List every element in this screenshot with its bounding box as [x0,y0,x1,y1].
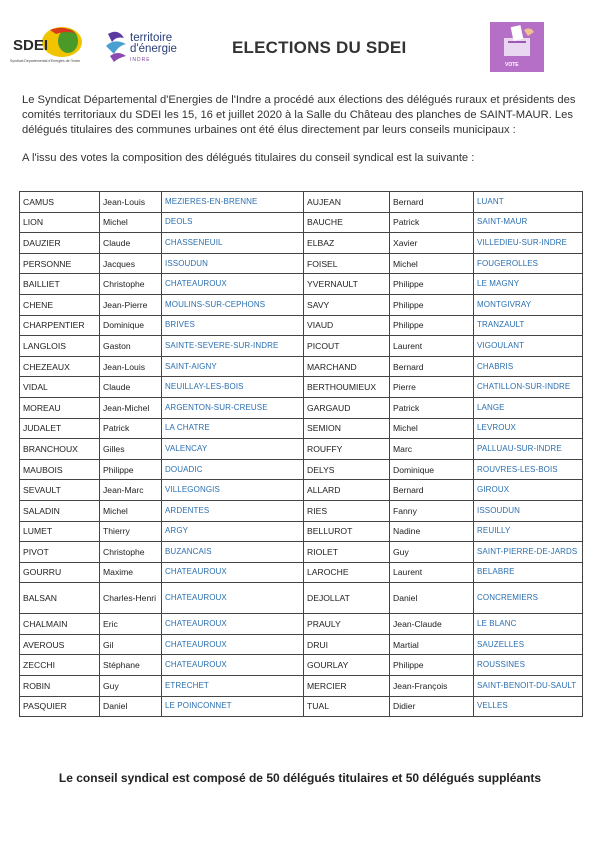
cell-commune: LA CHATRE [162,418,304,439]
page-title: ELECTIONS DU SDEI [232,38,407,57]
cell-first-name: Daniel [100,696,162,717]
cell-last-name: LION [20,212,100,233]
cell-first-name-2: Laurent [390,562,474,583]
delegates-table-body [20,192,583,717]
table-row [20,377,583,398]
page-header [0,22,600,72]
cell-last-name: MOREAU [20,397,100,418]
cell-commune-2: LE MAGNY [474,274,583,295]
cell-commune-2: VIGOULANT [474,336,583,357]
cell-commune: SAINT-AIGNY [162,356,304,377]
cell-first-name-2: Bernard [390,356,474,377]
cell-first-name: Gaston [100,336,162,357]
cell-first-name: Jean-Michel [100,397,162,418]
table-row [20,336,583,357]
cell-first-name: Jacques [100,253,162,274]
table-row [20,315,583,336]
cell-commune-2: REUILLY [474,521,583,542]
intro-paragraph: Le Syndicat Départemental d'Energies de l'Indre a procédé aux élections des délégués ruraux et présidents des comités territoriaux du SDEI les 15, 16 et juillet 2020 à la Salle du Château des planches de SAINT-MAUR. Les délégués titulaires des communes urbaines ont été élus directement par leurs conseils municipaux : [22,94,576,136]
cell-commune-2: LANGE [474,397,583,418]
cell-commune: LE POINCONNET [162,696,304,717]
cell-commune: ARDENTES [162,500,304,521]
cell-commune: DEOLS [162,212,304,233]
cell-first-name: Jean-Louis [100,192,162,213]
cell-commune-2: PALLUAU-SUR-INDRE [474,439,583,460]
cell-first-name: Maxime [100,562,162,583]
cell-first-name: Patrick [100,418,162,439]
cell-first-name: Jean-Louis [100,356,162,377]
table-row [20,676,583,697]
cell-last-name-2: GARGAUD [304,397,390,418]
cell-commune: VILLEGONGIS [162,480,304,501]
cell-commune-2: BELABRE [474,562,583,583]
cell-first-name-2: Philippe [390,274,474,295]
cell-commune-2: SAINT-PIERRE-DE-JARDS [474,542,583,563]
table-row [20,397,583,418]
cell-last-name-2: GOURLAY [304,655,390,676]
cell-commune: BUZANCAIS [162,542,304,563]
cell-commune-2: VELLES [474,696,583,717]
cell-last-name: GOURRU [20,562,100,583]
cell-last-name-2: LAROCHE [304,562,390,583]
cell-last-name-2: DEJOLLAT [304,583,390,614]
cell-first-name: Guy [100,676,162,697]
cell-first-name-2: Bernard [390,480,474,501]
cell-last-name: DAUZIER [20,233,100,254]
cell-first-name-2: Fanny [390,500,474,521]
cell-first-name: Gil [100,634,162,655]
cell-first-name-2: Guy [390,542,474,563]
cell-commune: VALENCAY [162,439,304,460]
territoire-energie-logo [104,28,204,68]
cell-commune-2: VILLEDIEU-SUR-INDRE [474,233,583,254]
cell-first-name-2: Daniel [390,583,474,614]
cell-commune-2: SAINT-BENOIT-DU-SAULT [474,676,583,697]
sdei-logo [10,26,88,68]
cell-first-name-2: Xavier [390,233,474,254]
cell-commune-2: LUANT [474,192,583,213]
cell-last-name: BALSAN [20,583,100,614]
vote-illustration [490,22,544,72]
cell-first-name-2: Dominique [390,459,474,480]
table-row [20,614,583,635]
cell-commune-2: LEVROUX [474,418,583,439]
cell-first-name-2: Nadine [390,521,474,542]
table-row [20,192,583,213]
cell-last-name: BAILLIET [20,274,100,295]
cell-commune-2: GIROUX [474,480,583,501]
cell-first-name: Dominique [100,315,162,336]
cell-commune: CHATEAUROUX [162,562,304,583]
cell-first-name: Charles-Henri [100,583,162,614]
cell-last-name-2: RIOLET [304,542,390,563]
cell-last-name: ZECCHI [20,655,100,676]
cell-first-name-2: Jean-François [390,676,474,697]
cell-commune: MOULINS-SUR-CEPHONS [162,294,304,315]
cell-commune: CHATEAUROUX [162,583,304,614]
cell-first-name: Stéphane [100,655,162,676]
cell-last-name: ROBIN [20,676,100,697]
cell-last-name-2: VIAUD [304,315,390,336]
cell-last-name-2: MERCIER [304,676,390,697]
sdei-logo-icon [10,26,88,60]
table-row [20,212,583,233]
cell-commune: ARGY [162,521,304,542]
cell-commune-2: ROUSSINES [474,655,583,676]
cell-last-name: VIDAL [20,377,100,398]
table-row [20,696,583,717]
table-row [20,500,583,521]
cell-last-name: BRANCHOUX [20,439,100,460]
cell-commune: NEUILLAY-LES-BOIS [162,377,304,398]
cell-commune-2: LE BLANC [474,614,583,635]
cell-last-name-2: SAVY [304,294,390,315]
te-logo-line3: INDRE [130,57,151,63]
cell-last-name-2: FOISEL [304,253,390,274]
table-row [20,542,583,563]
sdei-logo-tagline: Syndicat Départemental d'Energies de l'Indre [10,59,81,63]
cell-last-name-2: AUJEAN [304,192,390,213]
cell-first-name: Jean-Marc [100,480,162,501]
ballot-box-icon [490,22,544,62]
cell-first-name: Claude [100,377,162,398]
cell-first-name: Gilles [100,439,162,460]
cell-first-name-2: Didier [390,696,474,717]
cell-first-name: Eric [100,614,162,635]
cell-first-name-2: Philippe [390,315,474,336]
cell-first-name-2: Jean-Claude [390,614,474,635]
cell-first-name: Thierry [100,521,162,542]
table-row [20,356,583,377]
cell-commune: MEZIERES-EN-BRENNE [162,192,304,213]
cell-first-name-2: Marc [390,439,474,460]
cell-last-name: PERSONNE [20,253,100,274]
cell-last-name: JUDALET [20,418,100,439]
vote-label: VOTE [505,62,519,68]
cell-commune-2: ROUVRES-LES-BOIS [474,459,583,480]
cell-first-name: Michel [100,212,162,233]
cell-last-name-2: DELYS [304,459,390,480]
delegates-table [19,191,583,717]
cell-first-name-2: Pierre [390,377,474,398]
cell-first-name: Philippe [100,459,162,480]
cell-last-name-2: PICOUT [304,336,390,357]
cell-commune: CHASSENEUIL [162,233,304,254]
cell-last-name-2: BELLUROT [304,521,390,542]
cell-commune: CHATEAUROUX [162,614,304,635]
cell-first-name: Jean-Pierre [100,294,162,315]
cell-first-name-2: Philippe [390,655,474,676]
cell-commune: CHATEAUROUX [162,274,304,295]
footer-summary: Le conseil syndical est composé de 50 délégués titulaires et 50 délégués suppléants [58,771,542,785]
cell-commune: ETRECHET [162,676,304,697]
cell-commune: CHATEAUROUX [162,655,304,676]
cell-first-name: Claude [100,233,162,254]
table-row [20,583,583,614]
table-row [20,439,583,460]
cell-first-name-2: Laurent [390,336,474,357]
cell-first-name: Christophe [100,542,162,563]
cell-last-name-2: YVERNAULT [304,274,390,295]
cell-first-name-2: Philippe [390,294,474,315]
cell-last-name: LUMET [20,521,100,542]
cell-commune-2: CHATILLON-SUR-INDRE [474,377,583,398]
cell-first-name-2: Patrick [390,397,474,418]
cell-last-name: PASQUIER [20,696,100,717]
table-row [20,418,583,439]
cell-commune-2: SAUZELLES [474,634,583,655]
cell-commune-2: FOUGEROLLES [474,253,583,274]
cell-commune-2: CONCREMIERS [474,583,583,614]
cell-commune: CHATEAUROUX [162,634,304,655]
cell-last-name: CHARPENTIER [20,315,100,336]
table-row [20,480,583,501]
cell-commune: DOUADIC [162,459,304,480]
cell-last-name: CHALMAIN [20,614,100,635]
cell-last-name: SALADIN [20,500,100,521]
table-row [20,459,583,480]
cell-last-name-2: RIES [304,500,390,521]
te-logo-line2: d'énergie [130,43,177,55]
cell-commune: SAINTE-SEVERE-SUR-INDRE [162,336,304,357]
cell-first-name-2: Bernard [390,192,474,213]
cell-commune: BRIVES [162,315,304,336]
table-row [20,634,583,655]
table-row [20,521,583,542]
cell-last-name-2: BERTHOUMIEUX [304,377,390,398]
table-row [20,294,583,315]
cell-last-name: MAUBOIS [20,459,100,480]
cell-last-name-2: ROUFFY [304,439,390,460]
cell-last-name-2: TUAL [304,696,390,717]
table-row [20,253,583,274]
cell-last-name: CHENE [20,294,100,315]
cell-last-name-2: PRAULY [304,614,390,635]
cell-last-name-2: SEMION [304,418,390,439]
cell-first-name-2: Michel [390,418,474,439]
intro-paragraph-2: A l'issu des votes la composition des délégués titulaires du conseil syndical est la suivante : [22,152,475,164]
cell-first-name: Christophe [100,274,162,295]
te-logo-line1: territoire [130,32,173,44]
cell-commune-2: CHABRIS [474,356,583,377]
cell-first-name-2: Patrick [390,212,474,233]
cell-first-name-2: Martial [390,634,474,655]
cell-last-name: LANGLOIS [20,336,100,357]
cell-last-name-2: ELBAZ [304,233,390,254]
svg-text:SDEI: SDEI [13,37,49,54]
cell-commune-2: TRANZAULT [474,315,583,336]
cell-commune: ISSOUDUN [162,253,304,274]
cell-first-name: Michel [100,500,162,521]
cell-first-name-2: Michel [390,253,474,274]
table-row [20,562,583,583]
cell-commune-2: SAINT-MAUR [474,212,583,233]
cell-commune: ARGENTON-SUR-CREUSE [162,397,304,418]
cell-last-name: CAMUS [20,192,100,213]
cell-last-name-2: DRUI [304,634,390,655]
table-row [20,274,583,295]
cell-last-name: SEVAULT [20,480,100,501]
territoire-energie-icon [104,28,130,64]
table-row [20,233,583,254]
cell-last-name-2: ALLARD [304,480,390,501]
cell-last-name-2: MARCHAND [304,356,390,377]
table-row [20,655,583,676]
cell-last-name-2: BAUCHE [304,212,390,233]
cell-last-name: CHEZEAUX [20,356,100,377]
cell-commune-2: MONTGIVRAY [474,294,583,315]
cell-last-name: PIVOT [20,542,100,563]
cell-commune-2: ISSOUDUN [474,500,583,521]
cell-last-name: AVEROUS [20,634,100,655]
